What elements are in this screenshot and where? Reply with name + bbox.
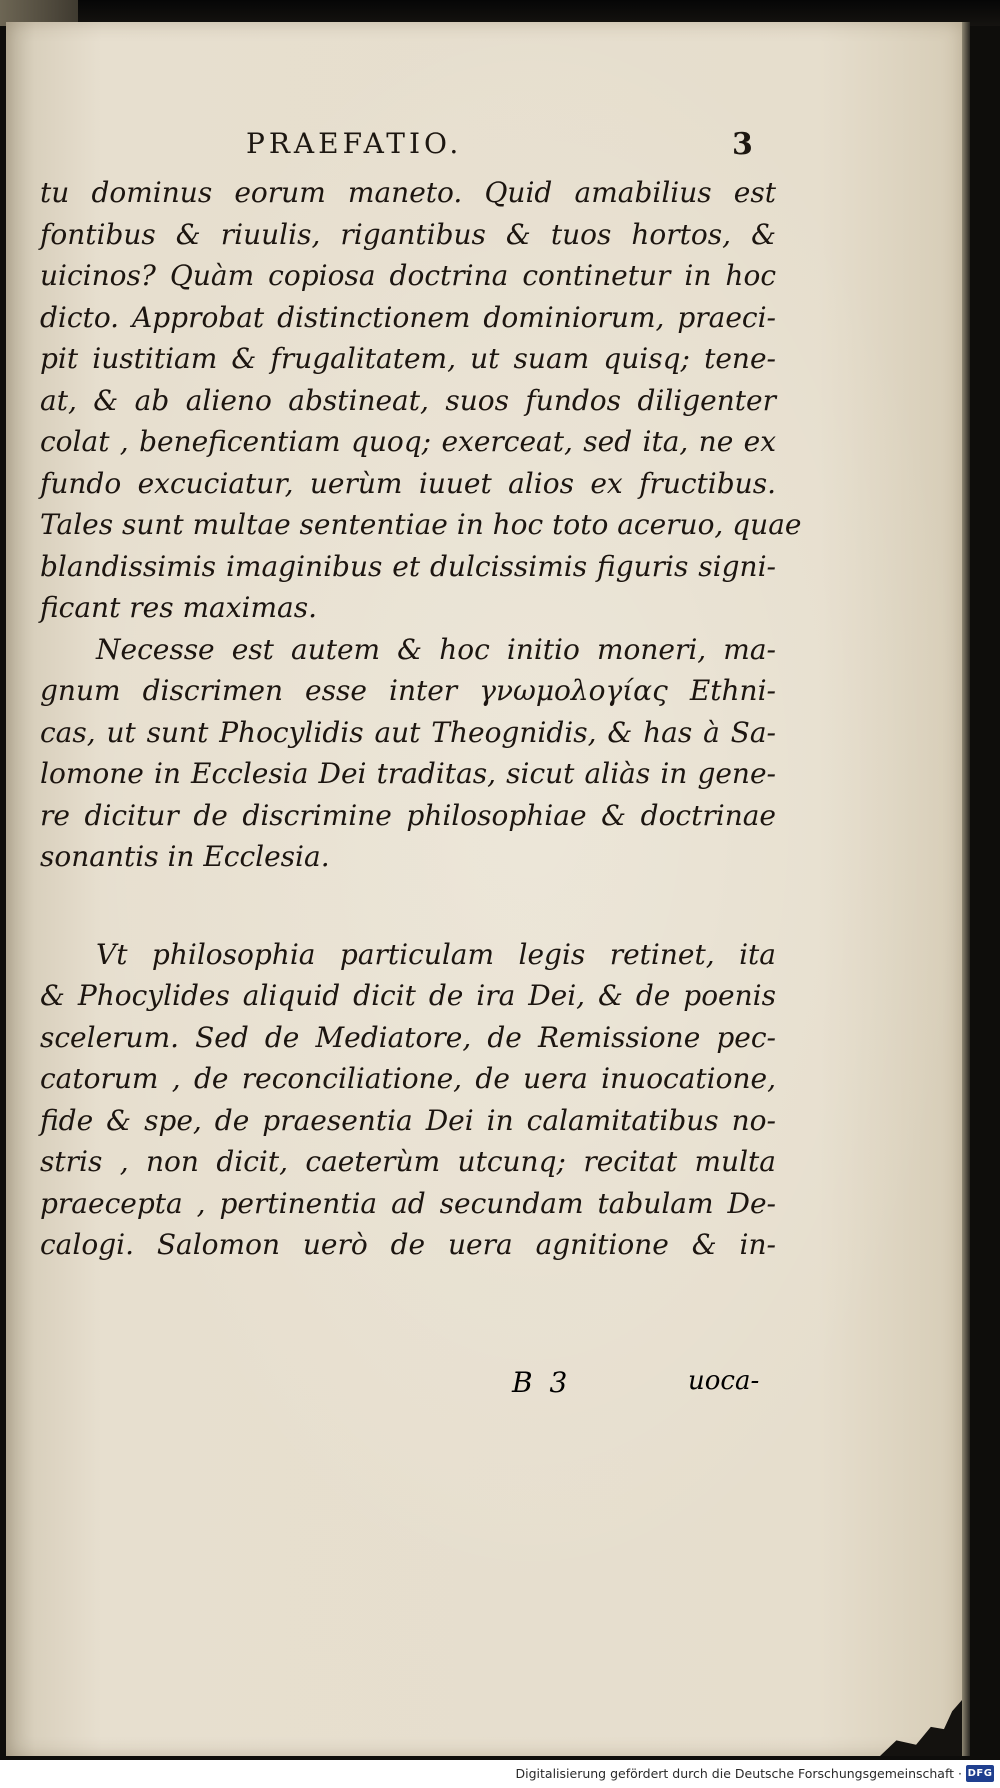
catchword: uoca- [688, 1366, 760, 1396]
text-line: sonantis in Ecclesia. [40, 840, 330, 873]
signature-mark: B 3 [512, 1366, 572, 1399]
text-line: fundo excuciatur, uerùm iuuet alios ex fructibus. [40, 466, 776, 500]
text-line: fontibus & riuulis, rigantibus & tuos hortos, & [40, 217, 776, 251]
text-line: calogi. Salomon uerò de uera agnitione & in- [40, 1228, 776, 1261]
text-line: & Phocylides aliquid dicit de ira Dei, & de poenis [40, 979, 776, 1012]
text-line: at, & ab alieno abstineat, suos fundos diligenter [40, 383, 776, 417]
paragraph-2 [40, 629, 776, 878]
paragraph-3 [40, 934, 776, 1266]
text-line: Necesse est autem & hoc initio moneri, ma- [96, 632, 776, 666]
text-line: praecepta , pertinentia ad secundam tabulam De- [40, 1186, 776, 1220]
paragraph-1 [40, 172, 802, 629]
text-line: re dicitur de discrimine philosophiae & doctrinae [40, 798, 776, 832]
page-number: 3 [732, 127, 753, 162]
page-edge [962, 22, 970, 1756]
main-text [40, 172, 802, 1266]
text-line: fide & spe, de praesentia Dei in calamitatibus no- [40, 1103, 776, 1137]
text-line: colat , beneficentiam quoq; exerceat, sed ita, ne ex [40, 425, 776, 458]
text-line: tu dominus eorum maneto. Quid amabilius est [40, 176, 776, 209]
text-line: stris , non dicit, caeterùm utcunq; recitat multa [40, 1145, 776, 1178]
text-line: uicinos? Quàm copiosa doctrina continetur in hoc [40, 259, 776, 292]
text-line: blandissimis imaginibus et dulcissimis figuris signi- [40, 549, 776, 583]
dfg-logo-icon: DFG [966, 1765, 994, 1782]
text-line: cas, ut sunt Phocylidis aut Theognidis, & has à Sa- [40, 715, 776, 749]
text-line: Vt philosophia particulam legis retinet, ita [96, 937, 776, 971]
text-line: gnum discrimen esse inter γνωμολογίας Ethni- [40, 674, 776, 707]
running-head: PRAEFATIO. [246, 127, 463, 160]
text-line: Tales sunt multae sententiae in hoc toto aceruo, quae [40, 508, 802, 541]
text-line: ficant res maximas. [40, 591, 317, 624]
text-line: pit iustitiam & frugalitatem, ut suam quisq; tene- [40, 342, 776, 375]
text-line: dicto. Approbat distinctionem dominiorum, praeci- [40, 300, 776, 334]
digitization-footer [0, 1760, 1000, 1788]
footer-credit: Digitalisierung gefördert durch die Deutsche Forschungsgemeinschaft · [515, 1766, 962, 1781]
text-line: lomone in Ecclesia Dei traditas, sicut aliàs in gene- [40, 757, 776, 790]
text-line: scelerum. Sed de Mediatore, de Remissione pec- [40, 1020, 776, 1054]
text-line: catorum , de reconciliatione, de uera inuocatione, [40, 1062, 776, 1095]
